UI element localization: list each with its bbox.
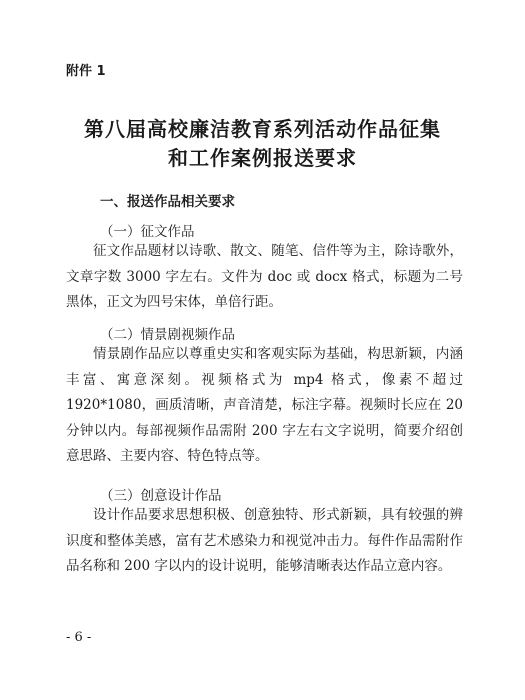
subsection-heading-video: （二）情景剧视频作品 xyxy=(100,327,235,343)
document-title-line-2: 和工作案例报送要求 xyxy=(168,146,357,170)
section-heading: 一、报送作品相关要求 xyxy=(100,194,235,210)
paragraph-design: 设计作品要求思想积极、创意独特、形式新颖，具有较强的辨识度和整体美感，富有艺术感染力和视觉冲击力。每件作品需附作品名称和 200 字以内的设计说明，能够清晰表达作品立意内容。 xyxy=(66,507,463,574)
subsection-heading-essay: （一）征文作品 xyxy=(100,224,195,240)
subsection-heading-design: （三）创意设计作品 xyxy=(100,488,222,504)
paragraph-video: 情景剧作品应以尊重史实和客观实际为基础，构思新颖，内涵丰富、寓意深刻。视频格式为 mp4 格式，像素不超过 1920*1080，画质清晰，声音清楚，标注字幕。视频时长应在 20 分钟以内。每部视频作品需附 200 字左右文字说明，简要介绍创意思路、主要内容、特色特点等。 xyxy=(66,346,463,464)
paragraph-essay: 征文作品题材以诗歌、散文、随笔、信件等为主，除诗歌外，文章字数 3000 字左右。文件为 doc 或 docx 格式，标题为二号黑体，正文为四号宋体，单倍行距。 xyxy=(66,243,463,310)
page-number: - 6 - xyxy=(66,630,92,645)
document-title-line-1: 第八届高校廉洁教育系列活动作品征集 xyxy=(84,117,441,141)
attachment-label: 附件 1 xyxy=(66,64,106,79)
